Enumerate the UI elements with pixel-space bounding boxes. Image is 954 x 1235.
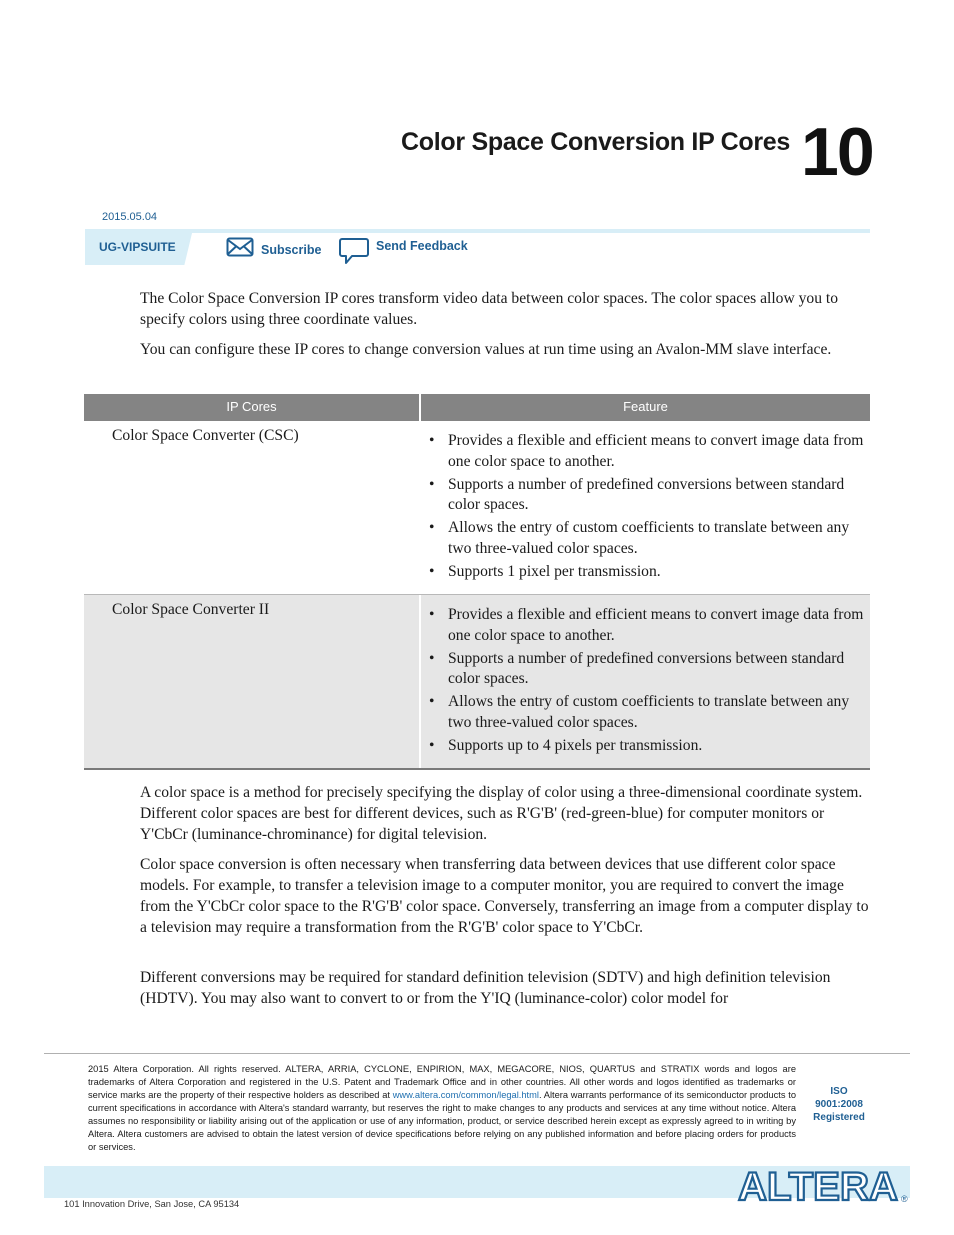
body-paragraph-1: A color space is a method for precisely specifying the display of color using a three-dimensional coordinate system. Different color spaces are best for different devices, such as R'G'B' (red-green-blue) for computer monitors or Y'CbCr (luminance-chrominance) for digital television. [140,784,863,843]
feature-cell [421,595,870,768]
doc-id-label: UG-VIPSUITE [99,240,176,254]
iso-registration: ISO 9001:2008 Registered [813,1086,865,1123]
body-paragraph-3: Different conversions may be required for standard definition television (SDTV) and high definition television (HDTV). You may also want to convert to or from the Y'IQ (luminance-color) color model for [140,969,831,1007]
legal-notice: 2015 Altera Corporation. All rights reserved. ALTERA, ARRIA, CYCLONE, ENPIRION, MAX, MEGACORE, NIOS, QUARTUS and STRATIX words and logos are trademarks of Altera Corporation and registered in the U.S. Patent and Trademark Office and in other countries. All other words and logos identified as trademarks or service marks are the property of their respective holders as described at www.altera.com/common/legal.html. Altera warrants performance of its semiconductor products to current specifications in accordance with Altera's standard warranty, but reserves the right to make changes to any products and services at any time without notice. Altera assumes no responsibility or liability arising out of the application or use of any information, product, or service described herein except as expressly agreed to in writing by Altera. Altera customers are advised to obtain the latest version of device specifications before relying on any published information and before placing orders for products or services. [88,1064,796,1152]
feature-item: • Provides a flexible and efficient means to convert image data from one color space to another. [429,432,864,470]
ip-name-cell [84,595,419,768]
footer-rule [44,1053,910,1054]
altera-wordmark: ALTERA [738,1165,898,1206]
body-paragraph-2: Color space conversion is often necessary when transferring data between devices that use different color space models. For example, to transfer a television image to a computer monitor, you are required to convert the image from the Y'CbCr color space to the R'G'B' color space. Conversely, transferring an image from a computer display to a television may require a transformation from the R'G'B' color space to Y'CbCr. [140,856,869,936]
registered-mark: ® [901,1194,908,1204]
feature-item: • Supports 1 pixel per transmission. [421,562,870,583]
feature-item: • Allows the entry of custom coefficients to translate between any two three-valued color spaces. [429,693,850,731]
feature-list [421,605,870,759]
legal-link[interactable]: www.altera.com/common/legal.html [392,1090,539,1100]
intro-paragraph-1: The Color Space Conversion IP cores transform video data between color spaces. The color spaces allow you to specify colors using three coordinate values. [140,290,839,328]
bullet: • [429,432,435,449]
intro-paragraph-2: You can configure these IP cores to change conversion values at run time using an Avalon-MM slave interface. [140,341,832,358]
feature-cell [421,421,870,594]
send-feedback-link[interactable]: Send Feedback [376,239,468,253]
chapter-number: 10 [801,114,873,190]
feature-item: • Supports a number of predefined conversions between standard color spaces. [429,649,845,688]
feature-list [421,431,870,585]
table-row [84,421,870,594]
bullet: • [429,519,435,537]
bullet: • [429,736,435,754]
bullet: • [429,649,435,667]
column-header-feature: Feature [421,394,870,421]
envelope-icon[interactable] [226,237,254,257]
document-date: 2015.05.04 [102,211,158,223]
ip-name-cell [84,421,419,594]
altera-logo [736,1162,912,1206]
header-stripe [85,229,870,233]
company-address: 101 Innovation Drive, San Jose, CA 95134 [64,1199,240,1209]
table-row [84,595,870,768]
ip-name: Color Space Converter (CSC) [112,427,299,444]
feature-item: • Supports a number of predefined conversions between standard color spaces. [429,475,845,514]
subscribe-link[interactable]: Subscribe [261,243,322,257]
bullet: • [429,475,435,493]
chapter-title: Color Space Conversion IP Cores [401,128,790,156]
ip-name: Color Space Converter II [112,601,270,618]
bullet: • [429,562,435,580]
feature-item: • Supports up to 4 pixels per transmission. [421,736,870,757]
feature-item: • Provides a flexible and efficient means to convert image data from one color space to another. [429,606,864,644]
ip-cores-table [84,394,870,772]
document-header-bar [85,229,870,265]
column-header-ip-cores: IP Cores [84,394,419,421]
table-header-row [84,394,870,421]
bullet: • [429,606,435,623]
table-bottom-rule [84,768,870,770]
bullet: • [429,693,435,711]
speech-bubble-icon[interactable] [339,237,369,265]
feature-item: • Allows the entry of custom coefficients to translate between any two three-valued color spaces. [429,519,850,557]
